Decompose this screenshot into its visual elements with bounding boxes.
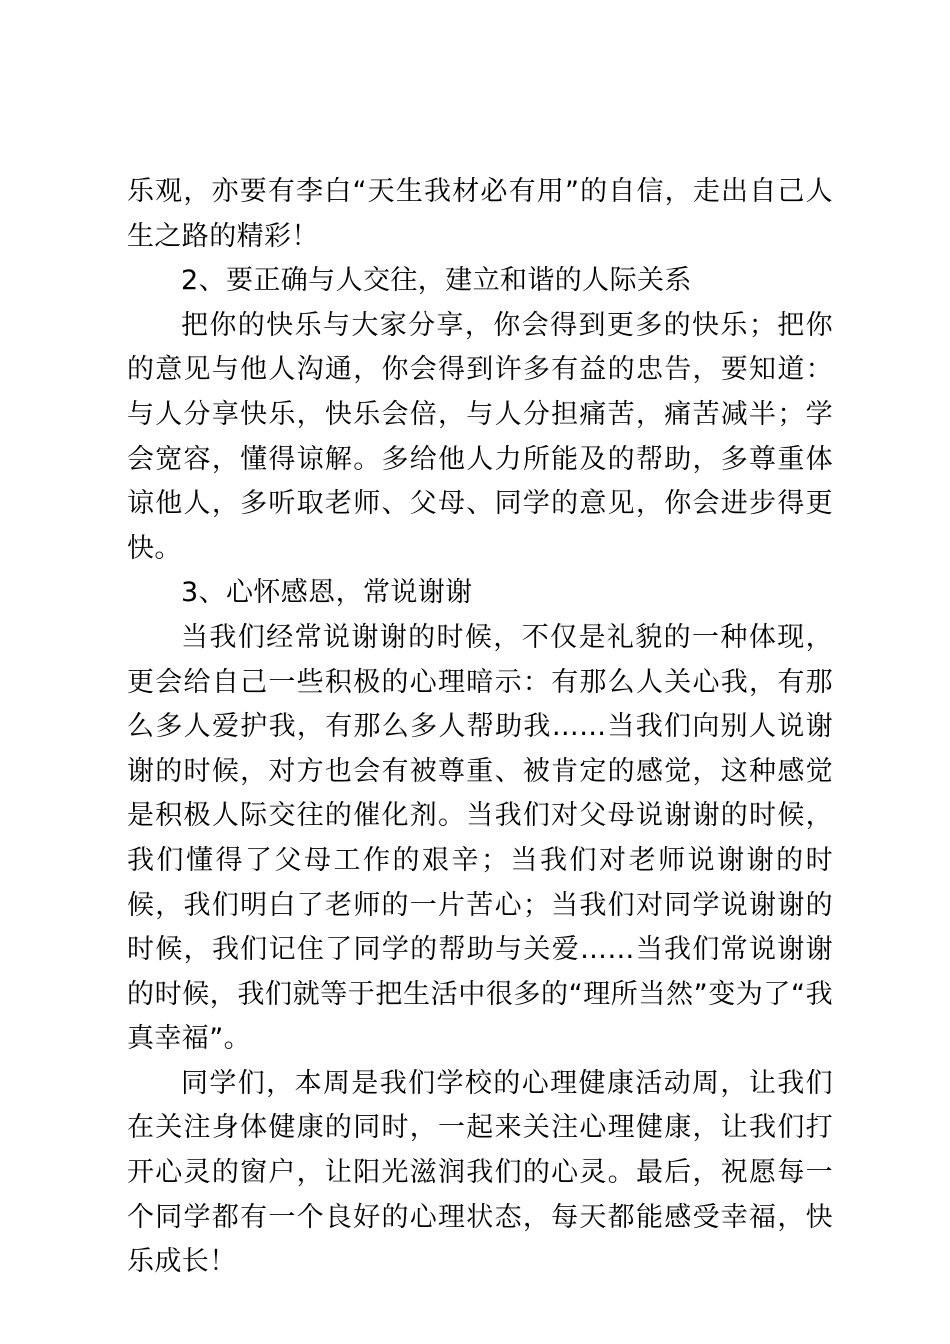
paragraph-gratitude: 当我们经常说谢谢的时候，不仅是礼貌的一种体现，更会给自己一些积极的心理暗示：有那么人关心我，有那么多人爱护我，有那么多人帮助我……当我们向别人说谢谢的时候，对方也会有被尊重、被肯定的感觉，这种感觉是积极人际交往的催化剂。当我们对父母说谢谢的时候，我们懂得了父母工作的艰辛；当我们对老师说谢谢的时候，我们明白了老师的一片苦心；当我们对同学说谢谢的时候，我们记住了同学的帮助与关爱……当我们常说谢谢的时候，我们就等于把生活中很多的“理所当然”变为了“我真幸福”。 <box>127 621 833 1055</box>
document-body <box>127 170 833 1285</box>
section-heading-3: 3、心怀感恩，常说谢谢 <box>181 577 473 609</box>
paragraph-continuation: 乐观，亦要有李白“天生我材必有用”的自信，走出自己人生之路的精彩！ <box>127 176 833 252</box>
section-heading-2: 2、要正确与人交往，建立和谐的人际关系 <box>181 265 692 297</box>
paragraph-closing: 同学们，本周是我们学校的心理健康活动周，让我们在关注身体健康的同时，一起来关注心理健康，让我们打开心灵的窗户，让阳光滋润我们的心灵。最后，祝愿每一个同学都有一个良好的心理状态，每天都能感受幸福，快乐成长！ <box>127 1067 833 1278</box>
paragraph-sharing: 把你的快乐与大家分享，你会得到更多的快乐；把你的意见与他人沟通，你会得到许多有益的忠告，要知道：与人分享快乐，快乐会倍，与人分担痛苦，痛苦减半；学会宽容，懂得谅解。多给他人力所能及的帮助，多尊重体谅他人，多听取老师、父母、同学的意见，你会进步得更快。 <box>127 309 833 564</box>
